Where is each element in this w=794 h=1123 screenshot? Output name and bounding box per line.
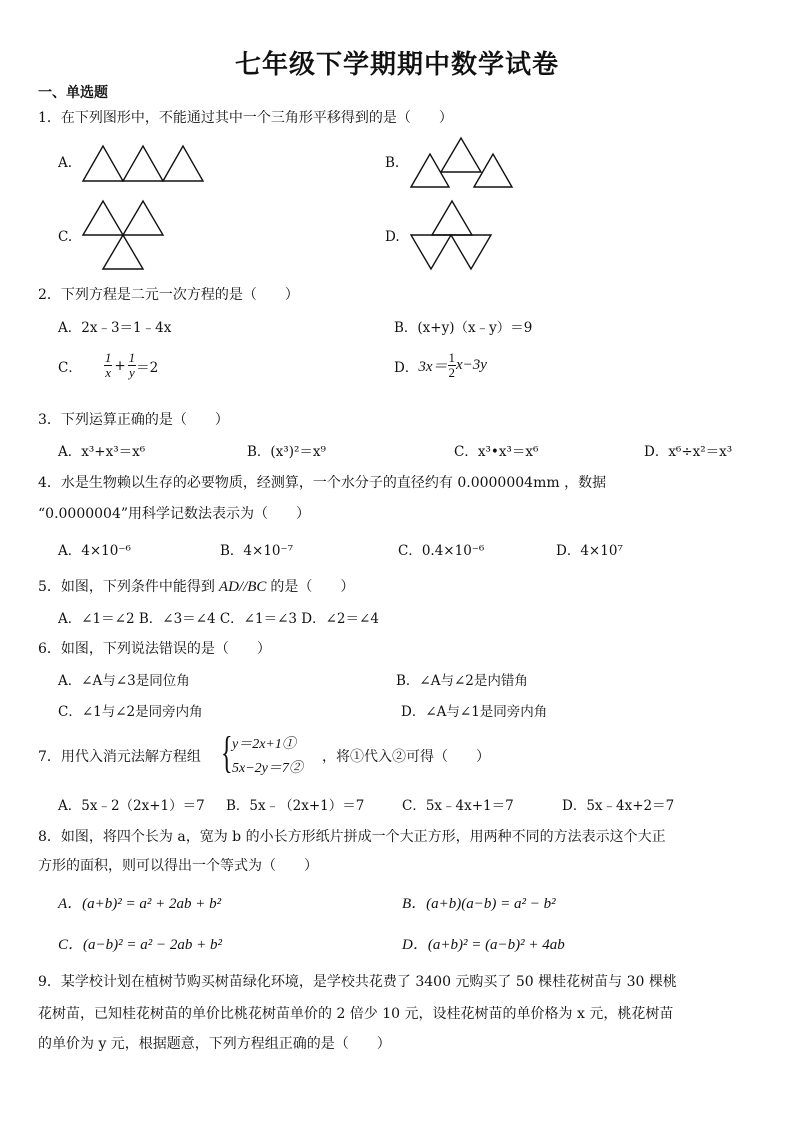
q3-option-a: A．x³+x³＝x⁶: [58, 444, 146, 460]
q7-option-d: D．5x﹣4x+2＝7: [562, 798, 675, 814]
fraction-1-over-2: [448, 351, 457, 380]
q4-option-d: D．4×10⁷: [556, 543, 623, 559]
q1-option-d-label: D.: [385, 229, 400, 245]
q1-option-b-label: B.: [385, 155, 400, 171]
q8-option-d-text: D．(a+b)² = (a−b)² + 4ab: [402, 937, 565, 953]
q5-options: A．∠1＝∠2 B．∠3＝∠4 C．∠1＝∠3 D．∠2＝∠4: [58, 611, 379, 627]
q2-option-b: B．(x+y)（x﹣y）＝9: [394, 320, 533, 336]
question-3-stem: 3．下列运算正确的是（ ）: [38, 412, 229, 428]
q1-figure-a: [80, 143, 210, 185]
q2-option-c-label: C．: [58, 359, 82, 376]
q1-option-a-label: A.: [58, 155, 73, 171]
question-2-stem: 2．下列方程是二元一次方程的是（ ）: [38, 287, 299, 303]
q2-option-d-label: D．: [394, 359, 419, 376]
plus-sign: +: [114, 357, 126, 374]
question-6-stem: 6．如图，下列说法错误的是（ ）: [38, 641, 271, 657]
question-4-stem-line1: 4．水是生物赖以生存的必要物质，经测算，一个水分子的直径约有 0.0000004mm ，数据: [38, 475, 607, 491]
q2-option-a: A．2x﹣3＝1﹣4x: [58, 320, 172, 336]
q5-stem-pre: 5．如图，下列条件中能得到: [38, 579, 215, 595]
q2-option-c: [58, 351, 158, 380]
q1-option-c-label: C.: [58, 229, 73, 245]
question-9-line1: 9．某学校计划在植树节购买树苗绿化环境，是学校共花费了 3400 元购买了 50 棵桂花树苗与 30 棵桃: [38, 974, 677, 990]
denominator: 2: [448, 365, 455, 380]
q7-equation-2: 5x−2y＝7②: [232, 761, 303, 776]
q7-option-a: A．5x﹣2（2x+1）＝7: [58, 798, 205, 814]
numerator: 1: [104, 350, 112, 365]
question-7-stem-pre: 7．用代入消元法解方程组: [38, 749, 201, 765]
q1-figure-c: [80, 199, 170, 273]
q3-option-d: D．x⁶÷x²＝x³: [644, 444, 733, 460]
system-brace: {: [221, 728, 233, 777]
q1-figure-b: [408, 136, 518, 192]
q4-option-b: B．4×10⁻⁷: [220, 543, 294, 559]
fraction-1-over-y: [128, 351, 137, 380]
q1-figure-d: [408, 199, 498, 273]
q8-option-a-text: A．(a+b)² = a² + 2ab + b²: [58, 896, 222, 912]
q2-option-c-tail: ＝2: [136, 359, 159, 376]
question-7-stem-post: ，将①代入②可得（ ）: [322, 749, 490, 765]
q8-option-b-text: B．(a+b)(a−b) = a² − b²: [402, 896, 556, 912]
q8-option-c: [58, 933, 222, 954]
page-title: 七年级下学期期中数学试卷: [234, 50, 559, 80]
q8-option-d: [402, 933, 565, 954]
denominator: y: [129, 365, 135, 380]
q3-option-c: C．x³•x³＝x⁶: [454, 444, 539, 460]
q4-option-a: A．4×10⁻⁶: [58, 543, 131, 559]
q7-option-b: B．5x﹣（2x+1）＝7: [226, 798, 365, 814]
q2-option-d-left: 3x＝: [418, 359, 448, 375]
question-8-stem-line2: 方形的面积，则可以得出一个等式为（ ）: [38, 858, 318, 874]
q4-option-c: C．0.4×10⁻⁶: [398, 543, 485, 559]
question-4-stem-line2: “0.0000004”用科学记数法表示为（ ）: [38, 506, 311, 522]
fraction-1-over-x: [104, 351, 113, 380]
q2-option-d: [394, 351, 487, 380]
q3-option-b: B．(x³)²＝x⁹: [247, 444, 326, 460]
question-8-stem-line1: 8．如图，将四个长为 a，宽为 b 的小长方形纸片拼成一个大正方形，用两种不同的方法表示这个大正: [38, 829, 666, 845]
section-heading-single-choice: 一、单选题: [38, 85, 108, 101]
q6-option-a: A．∠A与∠3是同位角: [58, 673, 190, 689]
numerator: 1: [448, 350, 455, 365]
q8-option-b: [402, 892, 556, 913]
q5-stem-math: AD//BC: [218, 579, 267, 595]
q7-option-c: C．5x﹣4x+1＝7: [402, 798, 514, 814]
q7-equation-1: y＝2x+1①: [232, 737, 296, 752]
question-9-line2: 花树苗，已知桂花树苗的单价比桃花树苗单价的 2 倍少 10 元，设桂花树苗的单价格为 x 元，桃花树苗: [38, 1006, 674, 1022]
q6-option-c: C．∠1与∠2是同旁内角: [58, 704, 203, 720]
q6-option-d: D．∠A与∠1是同旁内角: [401, 704, 548, 720]
numerator: 1: [128, 350, 136, 365]
question-1-stem: 1．在下列图形中，不能通过其中一个三角形平移得到的是（ ）: [38, 110, 453, 126]
q8-option-a: [58, 892, 221, 913]
denominator: x: [105, 365, 111, 380]
q2-option-d-right: x−3y: [456, 357, 487, 373]
question-9-line3: 的单价为 y 元，根据题意，下列方程组正确的是（ ）: [38, 1036, 391, 1052]
question-5-stem: [38, 576, 354, 596]
q5-stem-post: 的是（ ）: [270, 579, 355, 595]
q8-option-c-text: C．(a−b)² = a² − 2ab + b²: [58, 937, 222, 953]
q6-option-b: B．∠A与∠2是内错角: [396, 673, 528, 689]
